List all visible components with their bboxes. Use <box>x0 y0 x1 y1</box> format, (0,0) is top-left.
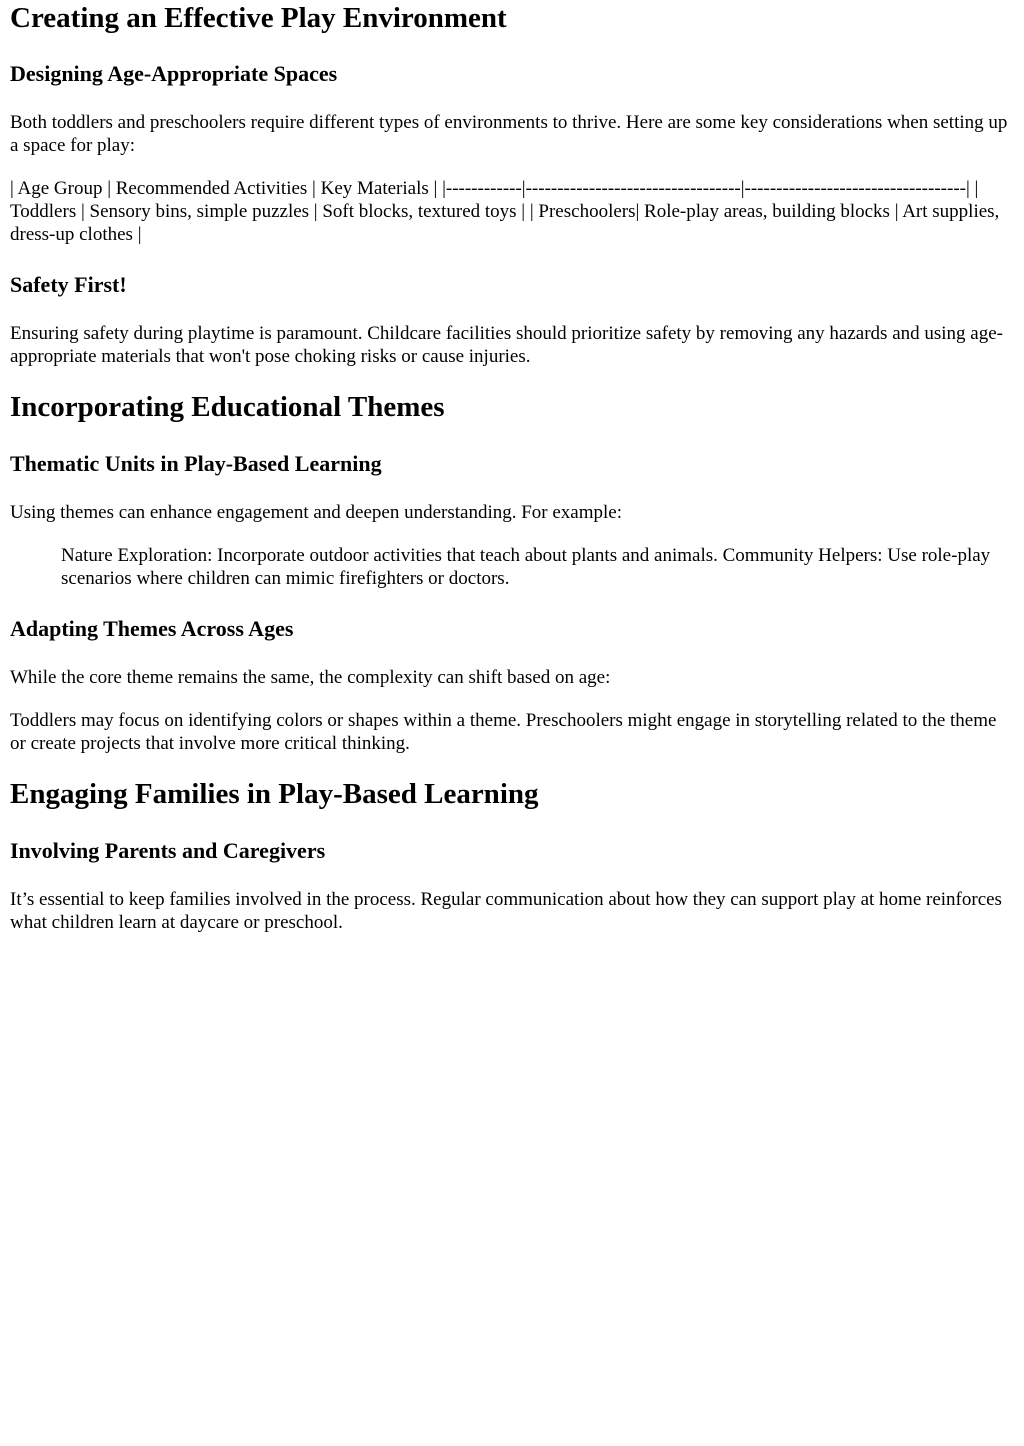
paragraph-environments-intro: Both toddlers and preschoolers require different types of environments to thrive. Here are some key considerations when setting up a space for play: <box>10 112 1008 156</box>
subheading-safety-first: Safety First! <box>10 272 127 297</box>
paragraph-families: It’s essential to keep families involved in the process. Regular communication about how they can support play at home reinforces what children learn at daycare or preschool. <box>10 889 1002 933</box>
paragraph-safety: Ensuring safety during playtime is paramount. Childcare facilities should prioritize safety by removing any hazards and using age-appropriate materials that won't pose choking risks or cause injuries. <box>10 323 1004 367</box>
paragraph-themes-intro: Using themes can enhance engagement and deepen understanding. For example: <box>10 502 623 523</box>
section-heading-play-environment: Creating an Effective Play Environment <box>10 2 507 34</box>
paragraph-adapting-detail: Toddlers may focus on identifying colors or shapes within a theme. Preschoolers might engage in storytelling related to the theme or create projects that involve more critical thinking. <box>10 710 997 754</box>
quote-theme-examples: Nature Exploration: Incorporate outdoor activities that teach about plants and animals. Community Helpers: Use role-play scenarios where children can mimic firefighters or doctors. <box>61 545 991 589</box>
section-heading-engaging-families: Engaging Families in Play-Based Learning <box>10 778 539 810</box>
paragraph-age-group-table-text: | Age Group | Recommended Activities | Key Materials | |------------|----------------------------------|-----------------------------------| | Toddlers | Sensory bins, simple puzzles | Soft blocks, textured toys | | Preschoolers| Role-play areas, building blocks | Art supplies, dress-up clothes | <box>10 178 1000 245</box>
subheading-thematic-units: Thematic Units in Play-Based Learning <box>10 451 382 476</box>
subheading-adapting-themes: Adapting Themes Across Ages <box>10 616 294 641</box>
subheading-age-appropriate-spaces: Designing Age-Appropriate Spaces <box>10 61 338 86</box>
paragraph-adapting-intro: While the core theme remains the same, the complexity can shift based on age: <box>10 667 611 688</box>
subheading-involving-parents: Involving Parents and Caregivers <box>10 838 326 863</box>
section-heading-educational-themes: Incorporating Educational Themes <box>10 391 445 423</box>
